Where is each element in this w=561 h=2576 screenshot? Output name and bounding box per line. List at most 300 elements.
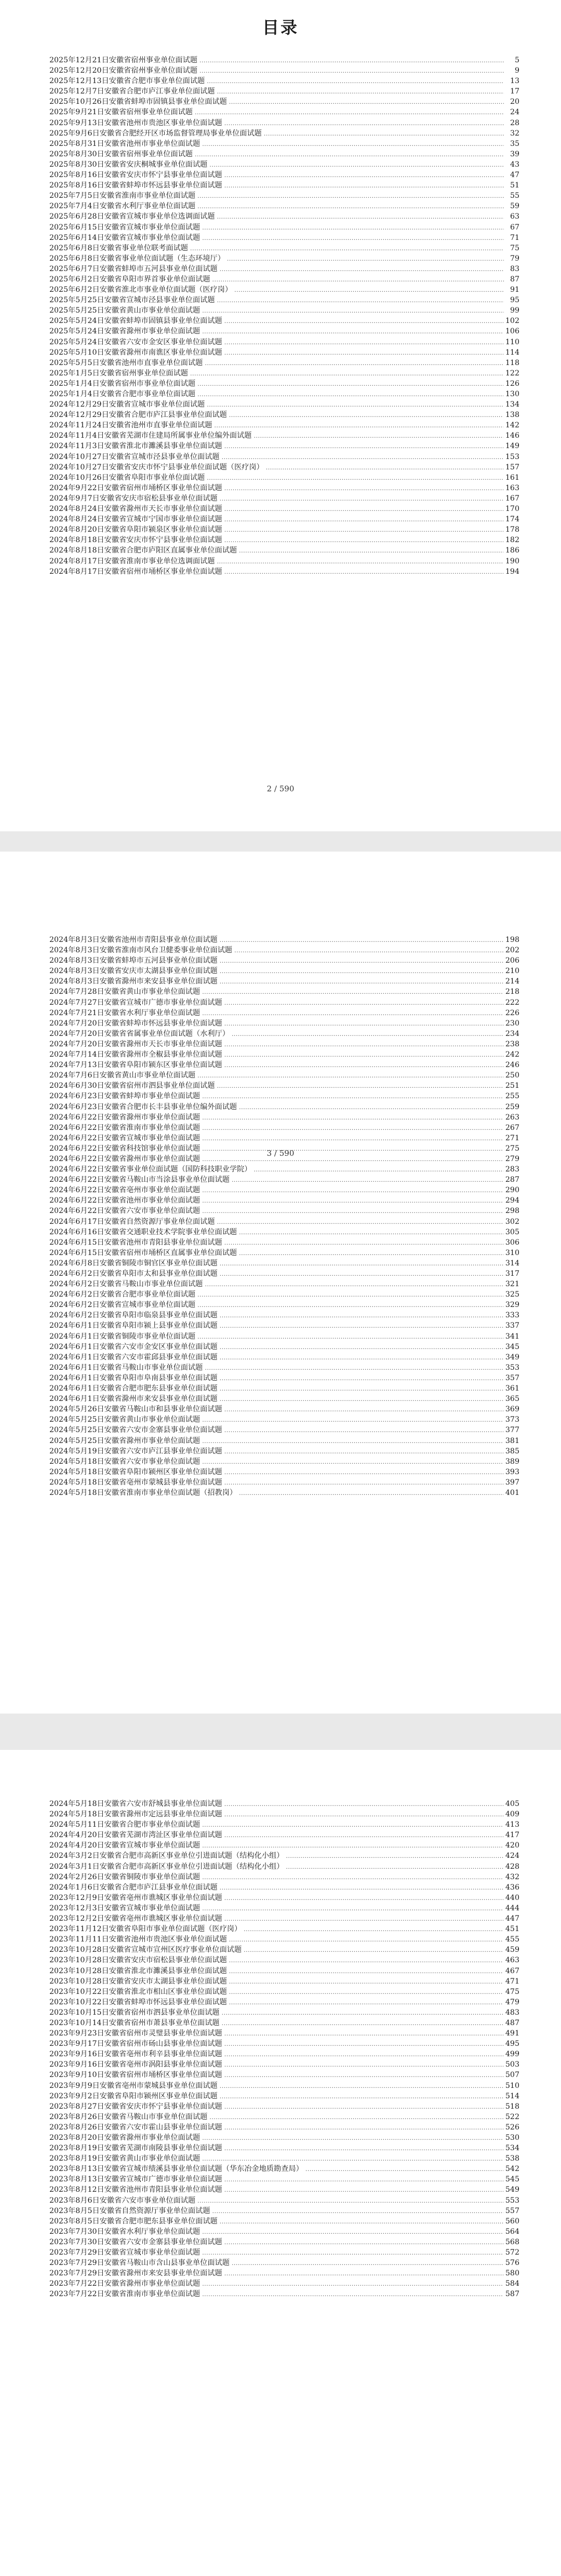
toc-entry[interactable] [49, 2195, 519, 2206]
toc-entry-title: 2025年12月21日安徽省宿州事业单位面试题 [49, 56, 198, 64]
toc-entry[interactable] [49, 1882, 519, 1893]
toc-entry[interactable] [49, 1840, 519, 1851]
toc-entry-page-number: 43 [510, 160, 519, 169]
toc-entry[interactable] [49, 1414, 519, 1425]
toc-entry-page-number: 451 [505, 1925, 519, 1934]
toc-entry[interactable] [49, 316, 519, 326]
toc-leader-dots [224, 2039, 503, 2049]
toc-entry[interactable] [49, 170, 519, 180]
toc-entry-page-number: 194 [505, 567, 519, 576]
toc-entry[interactable] [49, 1425, 519, 1435]
toc-entry[interactable] [49, 966, 519, 976]
toc-entry[interactable] [49, 1352, 519, 1363]
toc-entry-title: 2023年8月5日安徽省合肥市肥东县事业单位面试题 [49, 2217, 218, 2226]
toc-entry[interactable] [49, 1070, 519, 1081]
toc-entry-title: 2023年11月12日安徽省阜阳市事业单位面试题（医疗岗） [49, 1925, 242, 1934]
toc-leader-dots [202, 1414, 503, 1425]
toc-leader-dots [305, 2164, 503, 2174]
toc-entry[interactable] [49, 1488, 519, 1498]
toc-entry[interactable] [49, 118, 519, 128]
toc-leader-dots [217, 86, 504, 97]
toc-entry-title: 2025年8月31日安徽省池州市事业单位面试题 [49, 139, 201, 148]
toc-entry[interactable] [49, 107, 519, 117]
toc-entry[interactable] [49, 1404, 519, 1414]
toc-entry[interactable] [49, 55, 519, 65]
toc-entry[interactable] [49, 1039, 519, 1049]
toc-entry-title: 2023年9月16日安徽省亳州市涡阳县事业单位面试题 [49, 2060, 222, 2069]
toc-entry[interactable] [49, 2122, 519, 2133]
toc-entry[interactable] [49, 1310, 519, 1320]
toc-entry-title: 2025年5月25日安徽省黄山市事业单位面试题 [49, 306, 201, 315]
toc-entry-page-number: 106 [505, 327, 519, 336]
toc-entry[interactable] [49, 1237, 519, 1248]
toc-entry-title: 2023年12月9日安徽省亳州市谯城区事业单位面试题 [49, 1893, 222, 1902]
toc-entry[interactable] [49, 1924, 519, 1934]
toc-entry[interactable] [49, 1008, 519, 1018]
toc-entry-title: 2024年8月17日安徽省宿州市埇桥区事业单位面试题 [49, 567, 222, 576]
toc-entry[interactable] [49, 1206, 519, 1216]
toc-entry-page-number: 114 [505, 348, 519, 357]
toc-entry-title: 2025年6月2日安徽省淮北市事业单位面试题（医疗岗） [49, 286, 233, 294]
toc-entry[interactable] [49, 1185, 519, 1195]
toc-entry[interactable] [49, 222, 519, 233]
toc-entry[interactable] [49, 1976, 519, 1987]
toc-entry-title: 2024年6月30日安徽省宿州市泗县事业单位面试题 [49, 1082, 215, 1090]
toc-entry[interactable] [49, 2153, 519, 2164]
toc-entry-title: 2023年10月22日安徽省蚌埠市怀远县事业单位面试题 [49, 1998, 227, 2006]
toc-entry[interactable] [49, 1227, 519, 1237]
toc-entry-page-number: 483 [505, 2008, 519, 2017]
toc-leader-dots [232, 1029, 503, 1039]
toc-entry-page-number: 538 [505, 2154, 519, 2163]
toc-entry[interactable] [49, 2164, 519, 2174]
toc-entry-page-number: 75 [510, 244, 519, 252]
toc-entry[interactable] [49, 2049, 519, 2059]
toc-entry-title: 2024年2月26日安徽省铜陵市事业单位面试题 [49, 1872, 201, 1881]
toc-entry-title: 2024年5月18日安徽省亳州市蒙城县事业单位面试题 [49, 1478, 222, 1487]
toc-entry[interactable] [49, 987, 519, 997]
toc-entry-page-number: 471 [505, 1977, 519, 1986]
toc-entry-page-number: 134 [505, 400, 519, 409]
toc-entry[interactable] [49, 2206, 519, 2216]
toc-entry-title: 2024年3月1日安徽省合肥市高新区事业单位引进面试题（结构化小组） [49, 1862, 284, 1871]
toc-entry-title: 2023年9月9日安徽省亳州市蒙城县事业单位面试题 [49, 2081, 218, 2090]
toc-entry[interactable] [49, 1300, 519, 1310]
toc-list [49, 55, 519, 577]
toc-entry[interactable] [49, 86, 519, 97]
toc-entry-title: 2024年6月1日安徽省六安市霍邱县事业单位面试题 [49, 1353, 218, 1361]
toc-entry[interactable] [49, 2268, 519, 2278]
toc-entry-title: 2025年12月20日安徽省宿州事业单位面试题 [49, 66, 198, 75]
toc-entry-page-number: 71 [510, 233, 519, 242]
toc-leader-dots [220, 264, 504, 274]
toc-leader-dots [224, 1913, 503, 1924]
toc-entry[interactable] [49, 253, 519, 264]
toc-entry[interactable] [49, 483, 519, 493]
toc-entry-title: 2024年5月25日安徽省黄山市事业单位面试题 [49, 1415, 201, 1424]
toc-entry[interactable] [49, 1477, 519, 1488]
toc-entry-title: 2023年8月6日安徽省六安市事业单位面试题 [49, 2196, 196, 2205]
toc-entry[interactable] [49, 1997, 519, 2007]
toc-entry[interactable] [49, 139, 519, 149]
toc-entry[interactable] [49, 399, 519, 410]
toc-entry[interactable] [49, 1903, 519, 1913]
toc-entry-page-number: 305 [505, 1228, 519, 1236]
toc-entry-title: 2023年7月29日安徽省滁州市来安县事业单位面试题 [49, 2269, 222, 2278]
toc-entry[interactable] [49, 524, 519, 535]
toc-entry[interactable] [49, 441, 519, 451]
toc-entry-page-number: 267 [505, 1123, 519, 1132]
toc-entry[interactable] [49, 1133, 519, 1143]
toc-entry[interactable] [49, 2278, 519, 2289]
toc-leader-dots [220, 1269, 503, 1279]
toc-entry-title: 2024年6月22日安徽省宣城市事业单位面试题 [49, 1134, 201, 1142]
toc-entry[interactable] [49, 2112, 519, 2122]
toc-entry-title: 2025年6月8日安徽省事业单位面试题（生态环境厅） [49, 254, 225, 263]
toc-entry[interactable] [49, 945, 519, 955]
toc-leader-dots [224, 118, 504, 128]
toc-entry-page-number: 99 [510, 306, 519, 315]
toc-entry-page-number: 287 [505, 1176, 519, 1184]
toc-entry-title: 2024年8月24日安徽省宣城市宁国市事业单位面试题 [49, 515, 222, 524]
toc-entry[interactable] [49, 2143, 519, 2153]
toc-entry-page-number: 79 [510, 254, 519, 263]
toc-entry[interactable] [49, 2007, 519, 2018]
toc-entry[interactable] [49, 1175, 519, 1185]
toc-entry[interactable] [49, 1123, 519, 1133]
toc-entry-title: 2024年6月1日安徽省铜陵市事业单位面试题 [49, 1332, 196, 1341]
toc-entry-page-number: 226 [505, 1008, 519, 1017]
toc-entry[interactable] [49, 1809, 519, 1819]
toc-entry-page-number: 413 [505, 1820, 519, 1829]
toc-entry-page-number: 325 [505, 1290, 519, 1299]
toc-leader-dots [220, 966, 503, 976]
toc-entry[interactable] [49, 2028, 519, 2039]
toc-entry[interactable] [49, 368, 519, 379]
toc-entry-page-number: 167 [505, 494, 519, 503]
toc-entry-title: 2023年12月2日安徽省亳州市谯城区事业单位面试题 [49, 1914, 222, 1923]
toc-entry[interactable] [49, 1049, 519, 1060]
toc-leader-dots [195, 107, 504, 117]
toc-entry[interactable] [49, 504, 519, 514]
toc-leader-dots [207, 399, 503, 410]
toc-entry-title: 2024年7月20日安徽省省属事业单位面试题（水利厅） [49, 1029, 230, 1038]
toc-entry[interactable] [49, 295, 519, 305]
toc-leader-dots [266, 462, 503, 473]
toc-entry-page-number: 576 [505, 2259, 519, 2268]
toc-entry[interactable] [49, 326, 519, 336]
toc-entry-page-number: 349 [505, 1353, 519, 1361]
toc-entry-title: 2025年9月6日安徽省合肥经开区市场监督管理局事业单位面试题 [49, 129, 262, 138]
toc-entry-page-number: 503 [505, 2060, 519, 2069]
toc-entry-page-number: 234 [505, 1029, 519, 1038]
toc-entry[interactable] [49, 1373, 519, 1383]
toc-entry-page-number: 190 [505, 557, 519, 565]
toc-entry[interactable] [49, 1934, 519, 1945]
toc-entry[interactable] [49, 1872, 519, 1882]
toc-leader-dots [224, 1799, 503, 1809]
toc-entry[interactable] [49, 1862, 519, 1872]
toc-entry-title: 2024年3月2日安徽省合肥市高新区事业单位引进面试题（结构化小组） [49, 1852, 284, 1860]
toc-entry[interactable] [49, 430, 519, 441]
toc-leader-dots [214, 420, 503, 430]
toc-entry-title: 2024年5月25日安徽省滁州市事业单位面试题 [49, 1436, 201, 1445]
toc-entry-page-number: 369 [505, 1405, 519, 1414]
toc-entry[interactable] [49, 201, 519, 211]
toc-entry[interactable] [49, 1018, 519, 1029]
toc-entry[interactable] [49, 285, 519, 295]
toc-entry[interactable] [49, 1279, 519, 1289]
toc-entry[interactable] [49, 2174, 519, 2184]
toc-entry-page-number: 357 [505, 1373, 519, 1382]
toc-entry-page-number: 170 [505, 505, 519, 514]
toc-entry[interactable] [49, 420, 519, 430]
toc-entry[interactable] [49, 2081, 519, 2091]
toc-entry[interactable] [49, 567, 519, 577]
toc-entry-page-number: 557 [505, 2206, 519, 2215]
toc-entry[interactable] [49, 1342, 519, 1352]
toc-entry[interactable] [49, 1436, 519, 1446]
toc-leader-dots [224, 2070, 503, 2080]
toc-entry[interactable] [49, 2258, 519, 2268]
toc-entry[interactable] [49, 1394, 519, 1404]
toc-entry[interactable] [49, 159, 519, 170]
toc-entry[interactable] [49, 1819, 519, 1830]
toc-leader-dots [224, 483, 503, 493]
toc-entry-page-number: 463 [505, 1956, 519, 1965]
toc-entry-title: 2023年8月19日安徽省黄山市事业单位面试题 [49, 2154, 201, 2163]
toc-entry[interactable] [49, 1893, 519, 1903]
toc-entry[interactable] [49, 2101, 519, 2112]
toc-leader-dots [224, 1477, 503, 1488]
toc-entry-page-number: 385 [505, 1447, 519, 1455]
toc-entry[interactable] [49, 1248, 519, 1258]
toc-entry-title: 2024年5月18日安徽省六安市事业单位面试题 [49, 1457, 201, 1466]
toc-entry[interactable] [49, 358, 519, 368]
toc-entry[interactable] [49, 410, 519, 420]
toc-entry-title: 2024年8月18日安徽省合肥市庐阳区直属事业单位面试题 [49, 546, 237, 555]
toc-entry[interactable] [49, 545, 519, 556]
toc-entry-page-number: 279 [505, 1154, 519, 1163]
toc-entry[interactable] [49, 233, 519, 243]
toc-entry[interactable] [49, 191, 519, 201]
toc-entry[interactable] [49, 1799, 519, 1809]
toc-entry[interactable] [49, 1289, 519, 1300]
toc-entry-page-number: 20 [510, 98, 519, 106]
toc-entry[interactable] [49, 935, 519, 945]
toc-entry[interactable] [49, 1269, 519, 1279]
toc-entry[interactable] [49, 274, 519, 285]
toc-entry-page-number: 263 [505, 1113, 519, 1122]
toc-entry[interactable] [49, 305, 519, 316]
toc-entry[interactable] [49, 1945, 519, 1955]
toc-leader-dots [222, 2007, 503, 2018]
toc-entry-page-number: 361 [505, 1384, 519, 1393]
toc-entry[interactable] [49, 2247, 519, 2258]
toc-entry[interactable] [49, 452, 519, 462]
toc-entry[interactable] [49, 1383, 519, 1394]
toc-entry-title: 2023年8月27日安徽省安庆市怀宁县事业单位面试题 [49, 2102, 222, 2111]
toc-entry[interactable] [49, 1987, 519, 1997]
toc-entry[interactable] [49, 473, 519, 483]
toc-entry-page-number: 389 [505, 1457, 519, 1466]
toc-entry[interactable] [49, 1446, 519, 1456]
toc-entry[interactable] [49, 1164, 519, 1175]
toc-entry-page-number: 138 [505, 411, 519, 420]
toc-entry[interactable] [49, 65, 519, 76]
toc-entry-page-number: 353 [505, 1363, 519, 1372]
toc-entry[interactable] [49, 1363, 519, 1373]
toc-entry[interactable] [49, 2091, 519, 2101]
toc-entry[interactable] [49, 1467, 519, 1477]
toc-leader-dots [220, 1320, 503, 1331]
toc-entry[interactable] [49, 1102, 519, 1112]
toc-entry-page-number: 365 [505, 1395, 519, 1404]
toc-entry-title: 2025年8月30日安徽省安庆桐城事业单位面试题 [49, 160, 208, 169]
toc-entry[interactable] [49, 2216, 519, 2227]
toc-entry[interactable] [49, 243, 519, 253]
toc-entry[interactable] [49, 1955, 519, 1965]
toc-entry[interactable] [49, 1331, 519, 1342]
toc-entry[interactable] [49, 1830, 519, 1840]
toc-leader-dots [220, 1342, 503, 1352]
toc-entry-page-number: 198 [505, 936, 519, 944]
toc-entry[interactable] [49, 76, 519, 86]
toc-entry[interactable] [49, 976, 519, 987]
toc-entry-title: 2024年5月18日安徽省淮南市事业单位面试题（招教岗） [49, 1488, 237, 1497]
toc-entry[interactable] [49, 955, 519, 966]
toc-entry[interactable] [49, 1081, 519, 1091]
toc-leader-dots [224, 2184, 503, 2195]
toc-entry[interactable] [49, 2133, 519, 2143]
toc-entry[interactable] [49, 997, 519, 1008]
toc-entry[interactable] [49, 1195, 519, 1206]
toc-entry-title: 2024年6月2日安徽省宣城市事业单位面试题 [49, 1301, 196, 1310]
toc-entry[interactable] [49, 2059, 519, 2070]
toc-entry[interactable] [49, 514, 519, 524]
toc-entry[interactable] [49, 2039, 519, 2049]
toc-entry-title: 2023年10月28日安徽省安庆市太湖县事业单位面试题 [49, 1977, 227, 1986]
toc-leader-dots [199, 55, 504, 65]
toc-entry[interactable] [49, 1851, 519, 1861]
toc-entry[interactable] [49, 2237, 519, 2247]
toc-entry[interactable] [49, 1060, 519, 1070]
toc-entry-page-number: 259 [505, 1102, 519, 1111]
toc-entry[interactable] [49, 211, 519, 222]
toc-entry[interactable] [49, 556, 519, 567]
toc-entry[interactable] [49, 1258, 519, 1269]
toc-entry-page-number: 122 [505, 369, 519, 377]
toc-leader-dots [224, 2101, 503, 2112]
toc-entry-page-number: 542 [505, 2165, 519, 2174]
toc-entry-title: 2024年12月29日安徽省合肥市庐江县事业单位面试题 [49, 411, 227, 420]
toc-leader-dots [197, 1289, 503, 1300]
toc-entry-title: 2023年8月13日安徽省宣城市绩溪县事业单位面试题（华东冶金地质勘查局） [49, 2165, 303, 2174]
toc-entry-title: 2024年5月18日安徽省阜阳市颍州区事业单位面试题 [49, 1467, 222, 1476]
toc-leader-dots [202, 2247, 503, 2258]
toc-entry[interactable] [49, 337, 519, 347]
toc-entry-page-number: 250 [505, 1071, 519, 1080]
toc-entry-page-number: 420 [505, 1841, 519, 1850]
toc-entry-title: 2024年11月24日安徽省池州市直事业单位面试题 [49, 421, 212, 430]
toc-entry-page-number: 149 [505, 442, 519, 451]
toc-leader-dots [220, 1373, 503, 1383]
toc-entry[interactable] [49, 1320, 519, 1331]
toc-leader-dots [224, 2237, 503, 2247]
toc-entry-page-number: 549 [505, 2186, 519, 2194]
toc-leader-dots [220, 976, 503, 987]
toc-entry-title: 2024年8月3日安徽省安庆市太湖县事业单位面试题 [49, 967, 218, 976]
toc-leader-dots [202, 233, 504, 243]
toc-leader-dots [202, 1456, 503, 1467]
toc-entry[interactable] [49, 1029, 519, 1039]
toc-entry-page-number: 28 [510, 118, 519, 127]
toc-entry[interactable] [49, 379, 519, 389]
toc-entry-title: 2023年7月29日安徽省宣城市事业单位面试题 [49, 2248, 201, 2257]
toc-leader-dots [197, 379, 503, 389]
toc-entry[interactable] [49, 1913, 519, 1924]
toc-entry[interactable] [49, 2227, 519, 2237]
toc-entry-title: 2024年8月17日安徽省淮南市事业单位选调面试题 [49, 557, 215, 565]
toc-entry-page-number: 345 [505, 1342, 519, 1351]
toc-entry-page-number: 206 [505, 956, 519, 965]
toc-entry[interactable] [49, 264, 519, 274]
toc-leader-dots [197, 1331, 503, 1342]
toc-entry-page-number: 428 [505, 1862, 519, 1871]
toc-entry[interactable] [49, 1217, 519, 1227]
toc-entry[interactable] [49, 128, 519, 139]
toc-entry-page-number: 214 [505, 977, 519, 986]
toc-entry-title: 2024年8月18日安徽省安庆市怀宁县事业单位面试题 [49, 536, 222, 545]
toc-entry-title: 2024年5月11日安徽省合肥市事业单位面试题 [49, 1820, 201, 1829]
toc-entry[interactable] [49, 2184, 519, 2195]
toc-entry[interactable] [49, 1112, 519, 1123]
toc-entry-page-number: 126 [505, 379, 519, 388]
toc-entry-page-number: 495 [505, 2040, 519, 2048]
toc-entry[interactable] [49, 2070, 519, 2080]
toc-entry-page-number: 51 [510, 181, 519, 190]
toc-entry[interactable] [49, 1091, 519, 1101]
toc-page-1 [0, 0, 561, 831]
toc-entry-page-number: 163 [505, 483, 519, 492]
toc-entry[interactable] [49, 493, 519, 504]
toc-entry[interactable] [49, 347, 519, 358]
toc-entry-title: 2023年8月12日安徽省池州市青阳县事业单位面试题 [49, 2186, 222, 2194]
toc-entry[interactable] [49, 2289, 519, 2299]
toc-entry[interactable] [49, 97, 519, 107]
toc-entry-page-number: 479 [505, 1998, 519, 2006]
toc-entry-title: 2024年8月3日安徽省滁州市来安县事业单位面试题 [49, 977, 218, 986]
toc-entry-page-number: 337 [505, 1321, 519, 1330]
toc-entry[interactable] [49, 389, 519, 399]
toc-entry-page-number: 24 [510, 108, 519, 117]
toc-entry[interactable] [49, 2018, 519, 2028]
toc-leader-dots [232, 1175, 503, 1185]
toc-entry-page-number: 255 [505, 1092, 519, 1101]
toc-entry-title: 2024年7月21日安徽省水利厅事业单位面试题 [49, 1008, 201, 1017]
toc-entry[interactable] [49, 180, 519, 191]
toc-entry[interactable] [49, 462, 519, 473]
toc-entry[interactable] [49, 1966, 519, 1976]
toc-entry-title: 2024年6月1日安徽省阜阳市颍上县事业单位面试题 [49, 1321, 218, 1330]
toc-entry[interactable] [49, 1456, 519, 1467]
toc-leader-dots [220, 955, 503, 966]
toc-entry-page-number: 560 [505, 2217, 519, 2226]
toc-entry[interactable] [49, 535, 519, 545]
toc-entry-page-number: 95 [510, 296, 519, 305]
toc-entry-title: 2024年6月23日安徽省合肥市长丰县事业单位编外面试题 [49, 1102, 237, 1111]
toc-entry[interactable] [49, 149, 519, 159]
